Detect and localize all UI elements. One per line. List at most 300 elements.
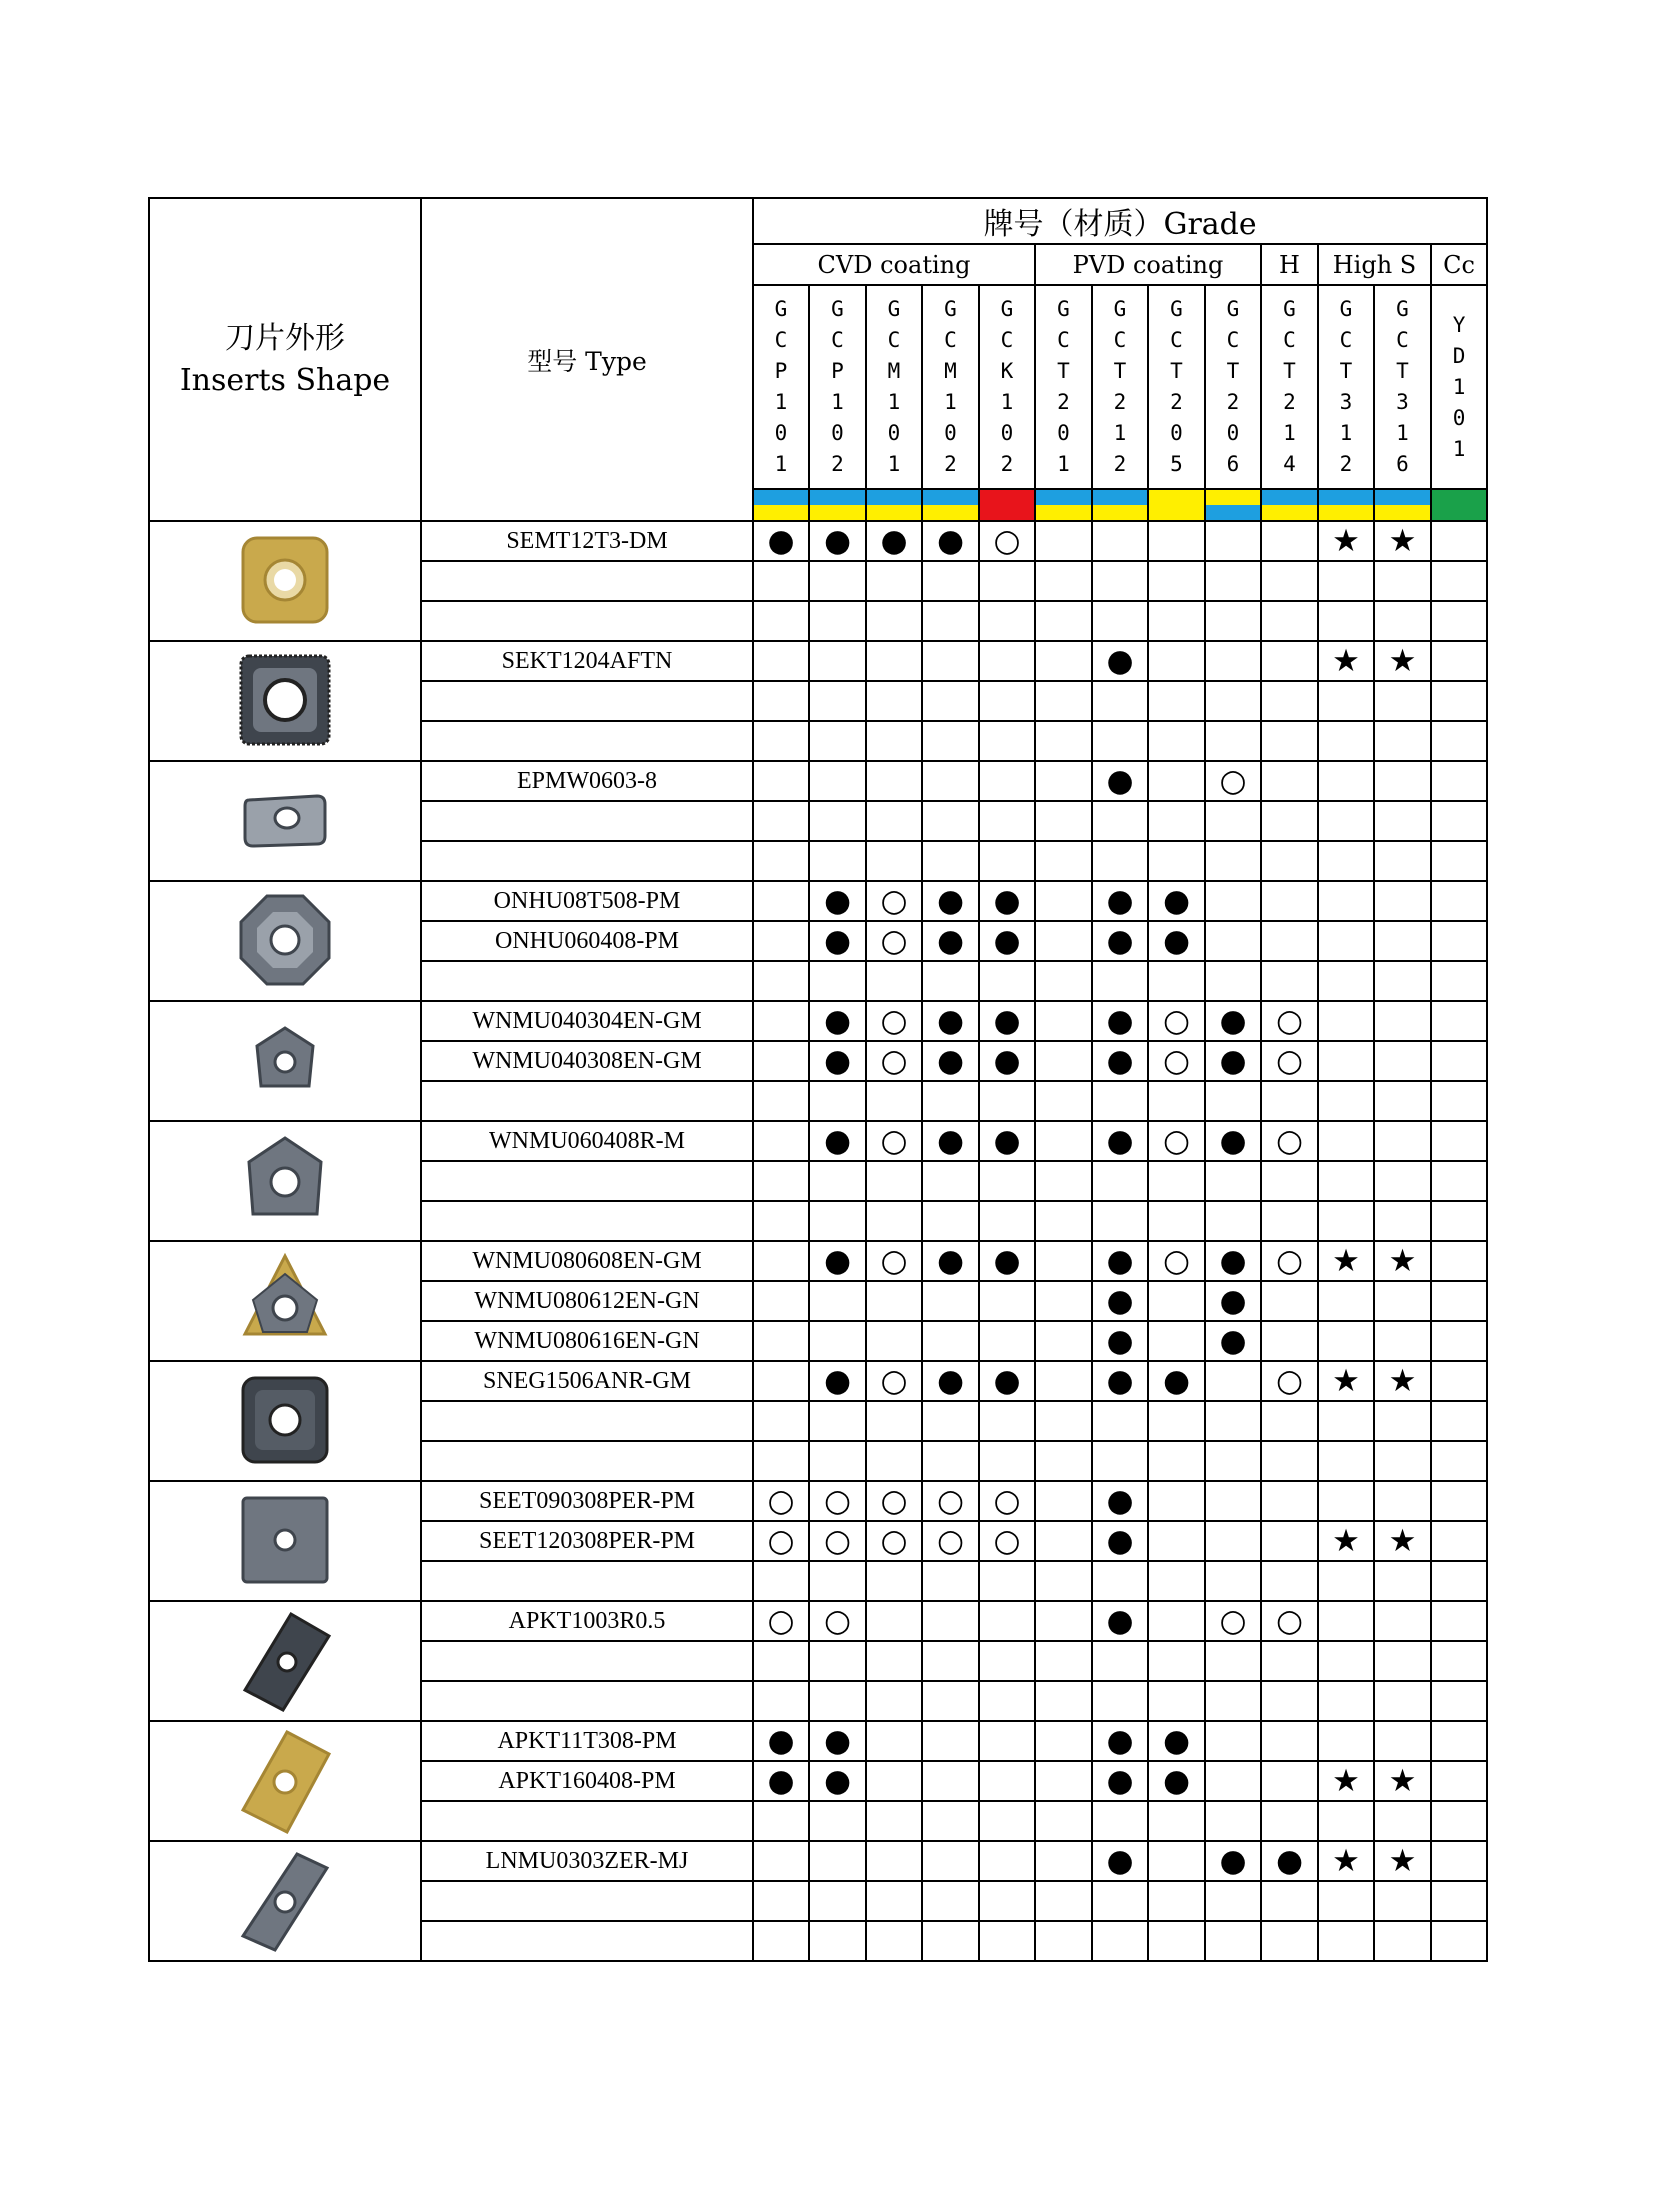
coating-group-header: PVD coating (1035, 244, 1261, 285)
coating-group-header: CVD coating (753, 244, 1035, 285)
grade-mark: ○ (922, 1521, 979, 1561)
grade-mark (1035, 1481, 1092, 1521)
grade-mark (922, 1601, 979, 1641)
grade-mark (922, 761, 979, 801)
insert-shape-cell (149, 521, 421, 641)
grade-mark (1261, 1441, 1318, 1481)
grade-mark (922, 1561, 979, 1601)
grade-mark (1205, 1081, 1261, 1121)
table-row (149, 1841, 1487, 1881)
grade-mark (866, 961, 922, 1001)
grade-mark (1374, 841, 1431, 881)
grade-mark: ○ (1261, 1001, 1318, 1041)
insert-model (421, 1441, 753, 1481)
grade-mark (1035, 881, 1092, 921)
grade-mark: ● (1092, 1281, 1148, 1321)
grade-mark (809, 1401, 866, 1441)
grade-mark (1148, 721, 1205, 761)
insert-model: SEET120308PER-PM (421, 1521, 753, 1561)
grade-mark (809, 1081, 866, 1121)
grade-mark: ● (979, 921, 1035, 961)
grade-mark: ● (1148, 1361, 1205, 1401)
grade-mark (753, 1681, 809, 1721)
grade-mark (1035, 1561, 1092, 1601)
type-header: 型号 Type (421, 198, 753, 521)
grade-mark (979, 1641, 1035, 1681)
square-flat-grey-icon (150, 1486, 420, 1596)
grade-mark (1318, 1721, 1374, 1761)
grade-mark (1374, 1401, 1431, 1441)
trigon-grey-icon (150, 1126, 420, 1236)
grade-mark (1261, 1161, 1318, 1201)
grade-mark (1092, 721, 1148, 761)
grade-mark: ● (979, 881, 1035, 921)
grade-mark (1148, 1201, 1205, 1241)
grade-mark (753, 801, 809, 841)
insert-model: SEET090308PER-PM (421, 1481, 753, 1521)
insert-shape-cell (149, 761, 421, 881)
grade-mark (979, 961, 1035, 1001)
grade-mark (1431, 1281, 1487, 1321)
grade-mark (1431, 1041, 1487, 1081)
grade-mark (753, 1921, 809, 1961)
grade-mark (753, 961, 809, 1001)
grade-mark (1261, 1201, 1318, 1241)
grade-mark (979, 1601, 1035, 1641)
grade-mark (809, 601, 866, 641)
grade-mark (1318, 1121, 1374, 1161)
grade-mark: ● (979, 1241, 1035, 1281)
grade-mark (1318, 921, 1374, 961)
grade-mark: ● (809, 1241, 866, 1281)
grade-mark (866, 841, 922, 881)
grade-mark (1431, 681, 1487, 721)
grade-mark (753, 1441, 809, 1481)
grade-mark (1261, 521, 1318, 561)
grade-mark (1261, 841, 1318, 881)
grade-mark (1092, 1401, 1148, 1441)
grade-mark (1035, 1441, 1092, 1481)
grade-mark (1205, 1681, 1261, 1721)
insert-model (421, 961, 753, 1001)
grade-mark (922, 561, 979, 601)
grade-mark (1035, 841, 1092, 881)
grade-mark: ○ (866, 1481, 922, 1521)
grade-mark (753, 1401, 809, 1441)
grade-mark (1205, 601, 1261, 641)
grade-mark: ● (1092, 1001, 1148, 1041)
grade-mark (1148, 601, 1205, 641)
grade-mark (979, 1321, 1035, 1361)
grade-mark (1035, 1041, 1092, 1081)
grade-mark (1035, 1401, 1092, 1441)
grade-mark (753, 1641, 809, 1681)
grade-mark: ● (1148, 1721, 1205, 1761)
grade-mark (1431, 1161, 1487, 1201)
grade-mark: ★ (1318, 1361, 1374, 1401)
grade-mark (866, 1681, 922, 1721)
grade-mark: ● (753, 1721, 809, 1761)
grade-code-header (1092, 285, 1148, 489)
insert-model (421, 601, 753, 641)
grade-mark (1374, 881, 1431, 921)
coating-group-header: Cc (1431, 244, 1487, 285)
square-dark-icon (150, 1366, 420, 1476)
grade-mark (1261, 681, 1318, 721)
grade-mark (1318, 601, 1374, 641)
grade-mark (1092, 1641, 1148, 1681)
grade-mark: ○ (1148, 1241, 1205, 1281)
grade-mark (1374, 961, 1431, 1001)
grade-mark (866, 1641, 922, 1681)
grade-mark (809, 1161, 866, 1201)
grade-mark (1431, 801, 1487, 841)
insert-model (421, 1561, 753, 1601)
grade-mark: ★ (1318, 1521, 1374, 1561)
grade-header: 牌号（材质）Grade (753, 198, 1487, 244)
insert-model (421, 1161, 753, 1201)
grade-mark (753, 761, 809, 801)
grade-mark (922, 641, 979, 681)
grade-mark (1431, 1401, 1487, 1441)
grade-mark (1374, 1001, 1431, 1041)
grade-mark (922, 1401, 979, 1441)
parallelogram-gold-icon (150, 1726, 420, 1836)
grade-mark (1035, 1241, 1092, 1281)
grade-mark (1431, 1121, 1487, 1161)
grade-mark: ● (809, 1761, 866, 1801)
grade-mark (1374, 1481, 1431, 1521)
grade-mark (1035, 1681, 1092, 1721)
grade-mark (1318, 1161, 1374, 1201)
grade-mark (1261, 1321, 1318, 1361)
parallelogram-long-grey-icon (150, 1846, 420, 1956)
grade-mark (809, 1441, 866, 1481)
insert-model: WNMU040304EN-GM (421, 1001, 753, 1041)
grade-mark: ● (1205, 1041, 1261, 1081)
grade-mark (866, 1841, 922, 1881)
grade-mark (1374, 1641, 1431, 1681)
grade-mark (1148, 1561, 1205, 1601)
grade-mark (1148, 1641, 1205, 1681)
grade-mark: ○ (1261, 1241, 1318, 1281)
grade-code: G C K 1 0 2 (1000, 297, 1014, 476)
grade-mark (922, 961, 979, 1001)
grade-mark (1261, 1921, 1318, 1961)
grade-mark (1431, 1761, 1487, 1801)
grade-code: G C T 2 1 4 (1283, 297, 1296, 476)
grade-mark (1318, 1321, 1374, 1361)
grade-mark (753, 641, 809, 681)
grade-mark: ● (1148, 881, 1205, 921)
grade-mark (1205, 1801, 1261, 1841)
grade-code: G C M 1 0 1 (887, 297, 901, 476)
insert-shape-cell (149, 1601, 421, 1721)
grade-mark (753, 1241, 809, 1281)
grade-mark: ● (809, 1361, 866, 1401)
grade-mark: ○ (753, 1601, 809, 1641)
grade-mark (1431, 1641, 1487, 1681)
grade-mark (809, 1281, 866, 1321)
grade-mark (1318, 1561, 1374, 1601)
insert-shape-cell (149, 1001, 421, 1121)
insert-model: APKT160408-PM (421, 1761, 753, 1801)
grade-mark (753, 1161, 809, 1201)
grade-mark (753, 601, 809, 641)
grade-mark (979, 1201, 1035, 1241)
grade-mark (1431, 1721, 1487, 1761)
grade-mark: ● (1092, 1241, 1148, 1281)
grade-mark (809, 1561, 866, 1601)
grade-mark (809, 1841, 866, 1881)
table-row (149, 1601, 1487, 1641)
square-serrated-grey-icon (150, 646, 420, 756)
grade-mark (1261, 881, 1318, 921)
table-row (149, 1481, 1487, 1521)
grade-mark (1431, 1601, 1487, 1641)
grade-mark (1318, 1601, 1374, 1641)
grade-mark (1035, 1081, 1092, 1121)
grade-mark (1205, 681, 1261, 721)
grade-mark (1205, 1881, 1261, 1921)
grade-mark (979, 1921, 1035, 1961)
grade-mark (979, 1281, 1035, 1321)
grade-mark (809, 681, 866, 721)
grade-mark (922, 841, 979, 881)
grade-mark (1374, 1721, 1431, 1761)
grade-mark (979, 1401, 1035, 1441)
grade-mark (1318, 881, 1374, 921)
grade-mark (922, 1641, 979, 1681)
grade-mark: ○ (979, 1521, 1035, 1561)
grade-mark (1431, 1841, 1487, 1881)
grade-mark (1035, 521, 1092, 561)
insert-model: WNMU080608EN-GM (421, 1241, 753, 1281)
grade-mark: ○ (1261, 1361, 1318, 1401)
grade-mark (753, 1041, 809, 1081)
grade-mark (809, 1641, 866, 1681)
grade-mark (1431, 1321, 1487, 1361)
grade-mark (922, 721, 979, 761)
shape-header-en: Inserts Shape (179, 362, 391, 398)
insert-model: EPMW0603-8 (421, 761, 753, 801)
shape-header (149, 198, 421, 521)
insert-model: ONHU08T508-PM (421, 881, 753, 921)
grade-mark (1035, 1841, 1092, 1881)
grade-mark (1261, 561, 1318, 601)
grade-mark: ● (1205, 1121, 1261, 1161)
grade-mark (1431, 1801, 1487, 1841)
grade-mark (1431, 1681, 1487, 1721)
grade-mark (1374, 1321, 1431, 1361)
grade-mark (1148, 521, 1205, 561)
grade-mark (1318, 961, 1374, 1001)
grade-mark (1318, 1801, 1374, 1841)
grade-mark (1205, 1161, 1261, 1201)
insert-model: APKT11T308-PM (421, 1721, 753, 1761)
grade-mark (1035, 1161, 1092, 1201)
grade-mark (866, 1721, 922, 1761)
grade-mark: ★ (1374, 1761, 1431, 1801)
grade-mark (866, 1801, 922, 1841)
grade-code-header (753, 285, 809, 489)
grade-mark (1431, 961, 1487, 1001)
grade-mark (1374, 681, 1431, 721)
grade-mark: ● (809, 1001, 866, 1041)
grade-mark (1318, 1041, 1374, 1081)
grade-mark (1092, 521, 1148, 561)
grade-mark: ★ (1318, 1761, 1374, 1801)
table-row (149, 1361, 1487, 1401)
grade-mark: ● (1205, 1841, 1261, 1881)
table-body (149, 521, 1487, 1961)
grade-mark: ● (1092, 1041, 1148, 1081)
grade-mark (922, 1081, 979, 1121)
grade-mark (1092, 1681, 1148, 1721)
grade-mark: ● (979, 1361, 1035, 1401)
insert-shape-cell (149, 1481, 421, 1601)
grade-mark (1148, 1521, 1205, 1561)
grade-mark (979, 1801, 1035, 1841)
grade-mark (1261, 801, 1318, 841)
grade-mark (1205, 1441, 1261, 1481)
grade-mark: ● (1205, 1241, 1261, 1281)
grade-code-header (979, 285, 1035, 489)
grade-mark (1431, 1001, 1487, 1041)
grade-mark (1035, 561, 1092, 601)
insert-shape-cell (149, 1841, 421, 1961)
shape-header-cn: 刀片外形 (225, 320, 345, 356)
grade-mark (1431, 1561, 1487, 1601)
grade-mark (1318, 681, 1374, 721)
grade-mark (1148, 961, 1205, 1001)
table-row (149, 641, 1487, 681)
grade-mark (1261, 1801, 1318, 1841)
grade-mark (922, 1201, 979, 1241)
grade-mark (1148, 1081, 1205, 1121)
grade-mark (809, 1321, 866, 1361)
grade-mark (753, 561, 809, 601)
grade-code-header (866, 285, 922, 489)
grade-mark: ● (922, 1001, 979, 1041)
grade-mark: ● (979, 1041, 1035, 1081)
grade-mark (1092, 1441, 1148, 1481)
grade-mark (1318, 801, 1374, 841)
insert-model: WNMU060408R-M (421, 1121, 753, 1161)
grade-mark (753, 921, 809, 961)
grade-mark (1035, 1761, 1092, 1801)
grade-table (148, 197, 1488, 1962)
grade-mark (1318, 761, 1374, 801)
grade-mark: ● (922, 921, 979, 961)
grade-mark (809, 1681, 866, 1721)
grade-mark: ● (979, 1121, 1035, 1161)
grade-mark: ● (1092, 881, 1148, 921)
grade-mark: ● (1092, 1481, 1148, 1521)
grade-mark (1205, 521, 1261, 561)
grade-mark (1261, 641, 1318, 681)
insert-shape-cell (149, 641, 421, 761)
grade-color-band (809, 489, 866, 521)
grade-mark: ● (1148, 921, 1205, 961)
grade-mark (1374, 1161, 1431, 1201)
grade-mark (753, 841, 809, 881)
insert-shape-cell (149, 1361, 421, 1481)
grade-mark (1035, 721, 1092, 761)
grade-mark (866, 1921, 922, 1961)
grade-mark (1148, 561, 1205, 601)
grade-mark (1148, 1481, 1205, 1521)
insert-shape-cell (149, 1241, 421, 1361)
grade-mark (1261, 1561, 1318, 1601)
grade-mark (1148, 1841, 1205, 1881)
grade-mark (1092, 961, 1148, 1001)
grade-mark (1035, 1801, 1092, 1841)
grade-mark (1205, 1921, 1261, 1961)
grade-mark (1261, 1881, 1318, 1921)
grade-mark (1092, 1801, 1148, 1841)
grade-mark (866, 641, 922, 681)
grade-mark (922, 1881, 979, 1921)
grade-mark (1092, 561, 1148, 601)
grade-code: Y D 1 0 1 (1452, 312, 1466, 461)
grade-mark (753, 1801, 809, 1841)
grade-mark: ● (1092, 641, 1148, 681)
grade-mark (1035, 921, 1092, 961)
grade-mark (1148, 1321, 1205, 1361)
grade-mark (866, 681, 922, 721)
grade-mark (1431, 1481, 1487, 1521)
grade-color-band (1035, 489, 1092, 521)
grade-mark (1035, 1121, 1092, 1161)
insert-model (421, 1881, 753, 1921)
grade-mark (1318, 1081, 1374, 1121)
grade-mark (979, 1161, 1035, 1201)
grade-mark (1318, 1201, 1374, 1241)
grade-mark (1205, 1761, 1261, 1801)
grade-mark (1431, 881, 1487, 921)
grade-mark (1261, 1721, 1318, 1761)
insert-model (421, 721, 753, 761)
grade-mark (809, 1201, 866, 1241)
grade-mark: ○ (753, 1521, 809, 1561)
insert-model (421, 1401, 753, 1441)
grade-mark (1092, 1921, 1148, 1961)
grade-mark: ○ (1148, 1121, 1205, 1161)
grade-mark (753, 681, 809, 721)
grade-mark (1261, 1481, 1318, 1521)
grade-mark (809, 961, 866, 1001)
grade-mark: ● (1092, 1721, 1148, 1761)
grade-mark (1148, 801, 1205, 841)
grade-mark: ● (809, 1721, 866, 1761)
grade-mark (866, 1561, 922, 1601)
grade-mark: ★ (1318, 1841, 1374, 1881)
grade-mark (1205, 1201, 1261, 1241)
grade-mark (1035, 801, 1092, 841)
grade-mark (979, 1841, 1035, 1881)
grade-mark: ● (809, 521, 866, 561)
grade-mark: ○ (1261, 1601, 1318, 1641)
grade-code-header (922, 285, 979, 489)
grade-mark: ○ (866, 921, 922, 961)
insert-model (421, 1201, 753, 1241)
grade-mark: ★ (1374, 641, 1431, 681)
grade-code: G C T 3 1 2 (1339, 297, 1353, 476)
grade-mark (1261, 1281, 1318, 1321)
grade-mark: ● (979, 1001, 1035, 1041)
grade-mark: ★ (1374, 521, 1431, 561)
